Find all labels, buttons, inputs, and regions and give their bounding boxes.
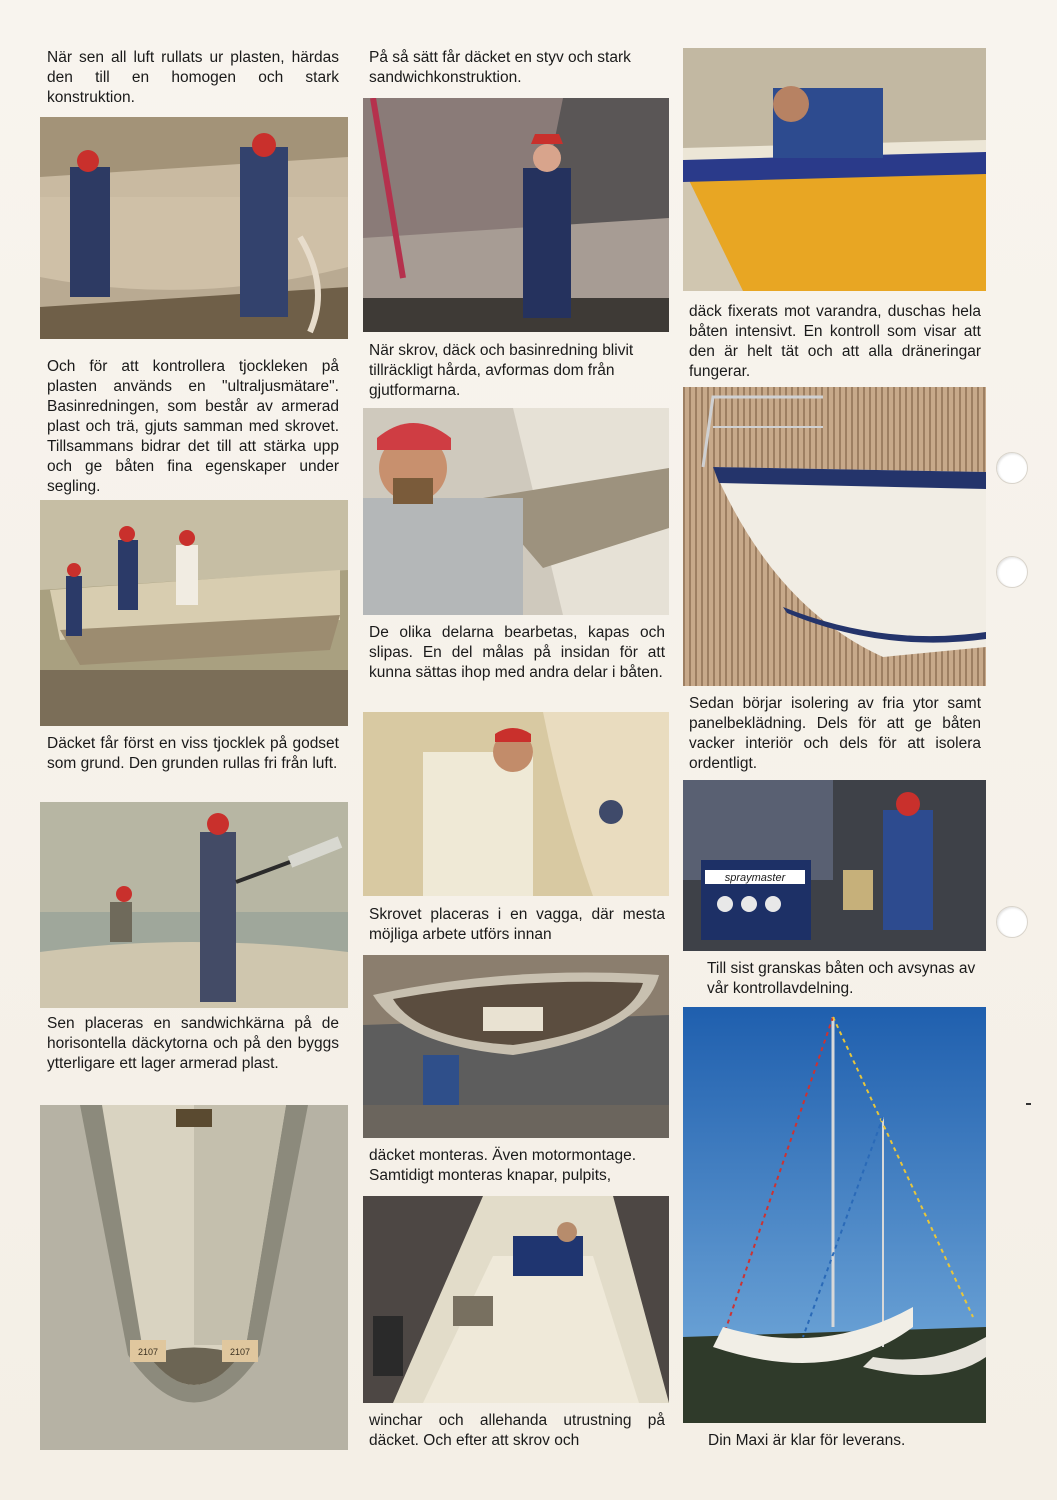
photo-sailboat-with-flags: [683, 1007, 986, 1423]
col3-paragraph-2: Sedan börjar isolering av fria ytor samt panelbeklädning. Dels för att ge båten vacker interiör och dels för att isolera ordentligt.: [689, 695, 981, 772]
col2-paragraph-2: När skrov, däck och basinredning blivit tillräckligt hårda, avformas dom från gjutformarna.: [369, 342, 634, 399]
margin-mark: [1026, 1103, 1031, 1105]
col2-paragraph-3: De olika delarna bearbetas, kapas och slipas. En del målas på insidan för att kunna sättas ihop med andra delar i båten.: [369, 624, 665, 681]
col2-paragraph-4: Skrovet placeras i en vagga, där mesta möjliga arbete utförs innan: [369, 906, 665, 943]
photo-worker-yellow-hull: [683, 48, 986, 291]
photo-worker-spraying: [40, 802, 348, 1008]
col1-paragraph-2: Och för att kontrollera tjockleken på plasten används en "ultraljusmätare". Basinredningen, som består av armerad plast och trä, gjuts samman med skrovet. Tillsammans bidrar det till att stärka upp och ge båten fina egenskaper under segling.: [47, 358, 339, 495]
binder-hole: [996, 452, 1028, 484]
col3-paragraph-3: Till sist granskas båten och avsynas av vår kontrollavdelning.: [707, 960, 976, 997]
photo-worker-trimming: [363, 408, 669, 615]
col3-paragraph-4: Din Maxi är klar för leverans.: [708, 1432, 906, 1449]
col2-paragraph-1: På så sätt får däcket en styv och stark sandwichkonstruktion.: [369, 49, 631, 86]
col1-paragraph-3: Däcket får först en viss tjocklek på godset som grund. Den grunden rullas fri från luft.: [47, 735, 339, 772]
photo-worker-sanding: [363, 712, 669, 896]
photo-spraymaster-machine: [683, 780, 986, 951]
hull-number-right-label: 2107: [229, 1347, 251, 1357]
col2-paragraph-6: winchar och allehanda utrustning på däcket. Och efter att skrov och: [369, 1412, 665, 1449]
spraymaster-label: spraymaster: [724, 872, 786, 884]
col1-paragraph-1: När sen all luft rullats ur plasten, härdas den till en homogen och stark konstruktion.: [47, 49, 339, 106]
col3-paragraph-1: däck fixerats mot varandra, duschas hela båten intensivt. En kontroll som visar att den är helt tät och att alla dräneringar fungerar.: [689, 303, 981, 380]
photo-workers-rolling-hull: [40, 117, 348, 339]
photo-hull-with-pulpit: [683, 387, 986, 686]
photo-hull-bow-top-view: [40, 1105, 348, 1450]
binder-hole: [996, 906, 1028, 938]
photo-hull-in-cradle: [363, 955, 669, 1138]
binder-hole: [996, 556, 1028, 588]
hull-number-left-label: 2107: [137, 1347, 159, 1357]
photo-worker-on-deck: [363, 1196, 669, 1403]
col2-paragraph-5: däcket monteras. Även motormontage. Samtidigt monteras knapar, pulpits,: [369, 1147, 637, 1184]
photo-worker-at-mold: [363, 98, 669, 332]
photo-workers-deck-mold: [40, 500, 348, 726]
col1-paragraph-4: Sen placeras en sandwichkärna på de horisontella däckytorna och på den byggs ytterligare ett lager armerad plast.: [47, 1015, 339, 1072]
